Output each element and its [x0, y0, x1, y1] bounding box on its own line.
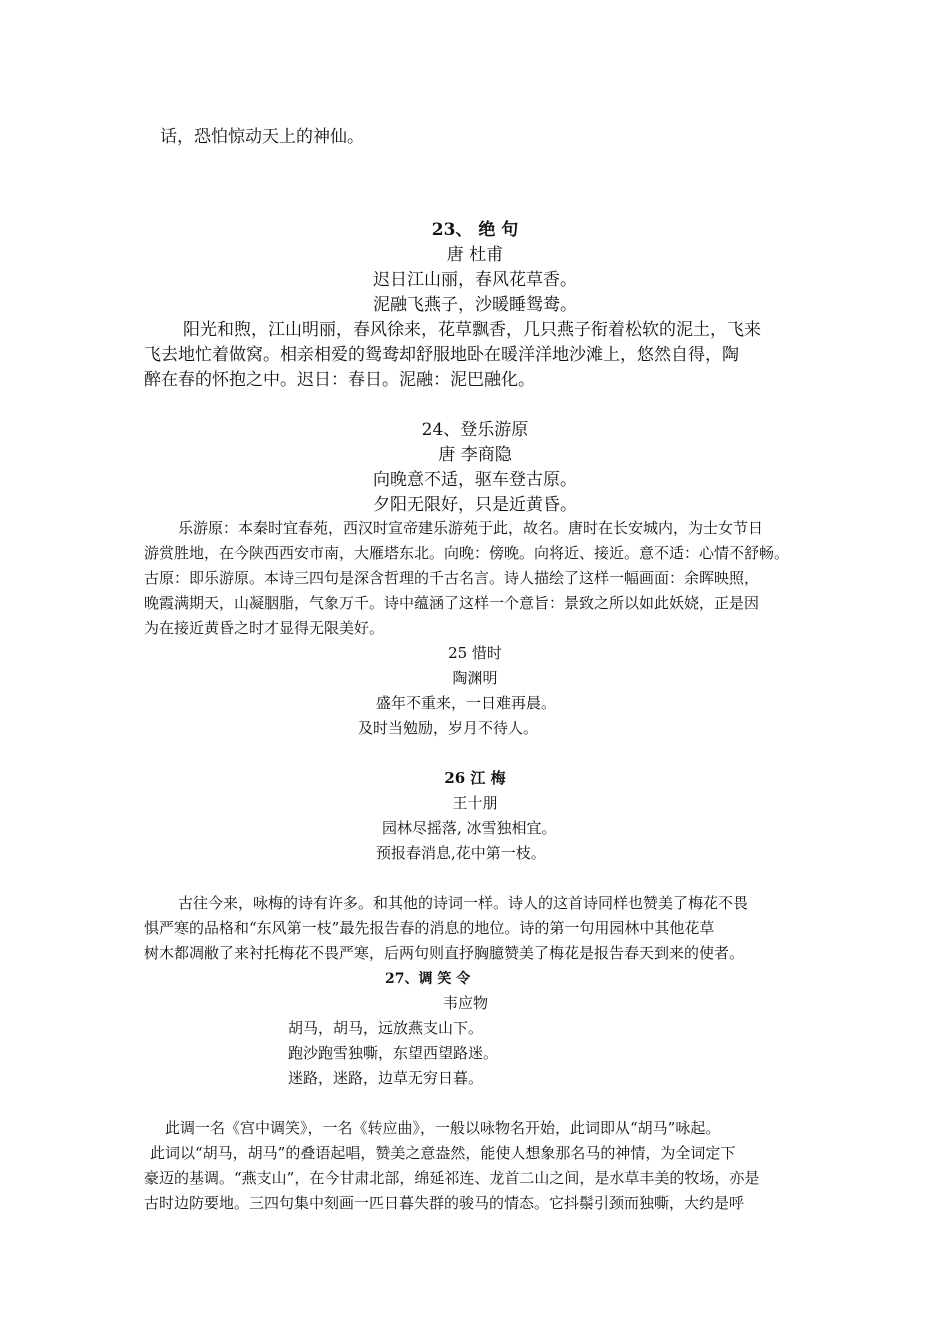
poem-23-verse: 泥融飞燕子，沙暖睡鸳鸯。 — [373, 295, 577, 315]
poem-23-verse: 迟日江山丽，春风花草香。 — [373, 270, 577, 290]
poem-25-author: 陶渊明 — [452, 669, 498, 687]
poem-23-note-line: 飞去地忙着做窝。相亲相爱的鸳鸯却舒服地卧在暖洋洋地沙滩上，悠然自得，陶 — [144, 345, 739, 365]
poem-27-author: 韦应物 — [443, 994, 489, 1012]
poem-24-author: 唐 李商隐 — [438, 445, 512, 465]
poem-24-note-line: 晚霞满期天，山凝胭脂，气象万千。诗中蕴涵了这样一个意旨：景致之所以如此妖娆，正是因 — [144, 594, 760, 612]
poem-27-title: 27、调 笑 令 — [385, 971, 471, 987]
poem-23-title: 23、 绝 句 — [431, 220, 519, 240]
poem-25-verse: 及时当勉励，岁月不待人。 — [358, 719, 539, 737]
poem-27-note-line: 此调一名《宫中调笑》，一名《转应曲》，一般以咏物名开始，此词即从“胡马”咏起。 — [165, 1119, 721, 1137]
poem-24-note-line: 古原：即乐游原。本诗三四句是深含哲理的千古名言。诗人描绘了这样一幅画面：余晖映照， — [144, 569, 760, 587]
poem-27-verse: 胡马，胡马，远放燕支山下。 — [288, 1019, 484, 1037]
poem-23-note-line: 醉在春的怀抱之中。迟日：春日。泥融：泥巴融化。 — [144, 370, 535, 390]
poem-24-verse: 夕阳无限好，只是近黄昏。 — [373, 495, 577, 515]
poem-26-title: 26 江 梅 — [444, 769, 506, 787]
poem-27-verse: 跑沙跑雪独嘶，东望西望路迷。 — [288, 1044, 499, 1062]
poem-27-note-line: 古时边防要地。三四句集中刻画一匹日暮失群的骏马的情态。它抖鬃引颈而独嘶，大约是呼 — [144, 1194, 745, 1212]
poem-24-note-line: 为在接近黄昏之时才显得无限美好。 — [144, 619, 385, 637]
poem-26-verse: 园林尽摇落, 冰雪独相宜。 — [382, 819, 557, 837]
poem-25-title: 25 惜时 — [448, 644, 502, 662]
poem-27-note-line: 此词以“胡马，胡马”的叠语起唱，赞美之意盎然，能使人想象那名马的神情，为全词定下 — [150, 1144, 736, 1162]
poem-26-verse: 预报春消息,花中第一枝。 — [376, 844, 546, 862]
poem-25-verse: 盛年不重来，一日难再晨。 — [376, 694, 557, 712]
poem-27-note-line: 豪迈的基调。“燕支山”，在今甘肃北部，绵延祁连、龙首二山之间，是水草丰美的牧场，亦是 — [144, 1169, 760, 1187]
continued-text-line: 话，恐怕惊动天上的神仙。 — [160, 127, 364, 147]
poem-26-note-line: 树木都凋敝了来衬托梅花不畏严寒，后两句则直抒胸臆赞美了梅花是报告春天到来的使者。 — [144, 944, 745, 962]
poem-23-author: 唐 杜甫 — [446, 245, 504, 265]
poem-27-verse: 迷路，迷路，边草无穷日暮。 — [288, 1069, 484, 1087]
poem-24-note-line: 游赏胜地，在今陕西西安市南，大雁塔东北。向晚：傍晚。向将近、接近。意不适：心情不舒畅。 — [144, 544, 790, 562]
poem-24-verse: 向晚意不适，驱车登古原。 — [373, 470, 577, 490]
poem-26-note-line: 惧严寒的品格和“东风第一枝”最先报告春的消息的地位。诗的第一句用园林中其他花草 — [144, 919, 715, 937]
poem-24-title: 24、登乐游原 — [421, 420, 529, 440]
poem-26-note-line: 古往今来，咏梅的诗有许多。和其他的诗词一样。诗人的这首诗同样也赞美了梅花不畏 — [178, 894, 749, 912]
poem-23-note-line: 阳光和煦，江山明丽，春风徐来，花草飘香，几只燕子衔着松软的泥土，飞来 — [183, 320, 761, 340]
poem-26-author: 王十朋 — [452, 794, 498, 812]
poem-24-note-line: 乐游原：本秦时宜春苑，西汉时宣帝建乐游苑于此，故名。唐时在长安城内，为士女节日 — [178, 519, 764, 537]
